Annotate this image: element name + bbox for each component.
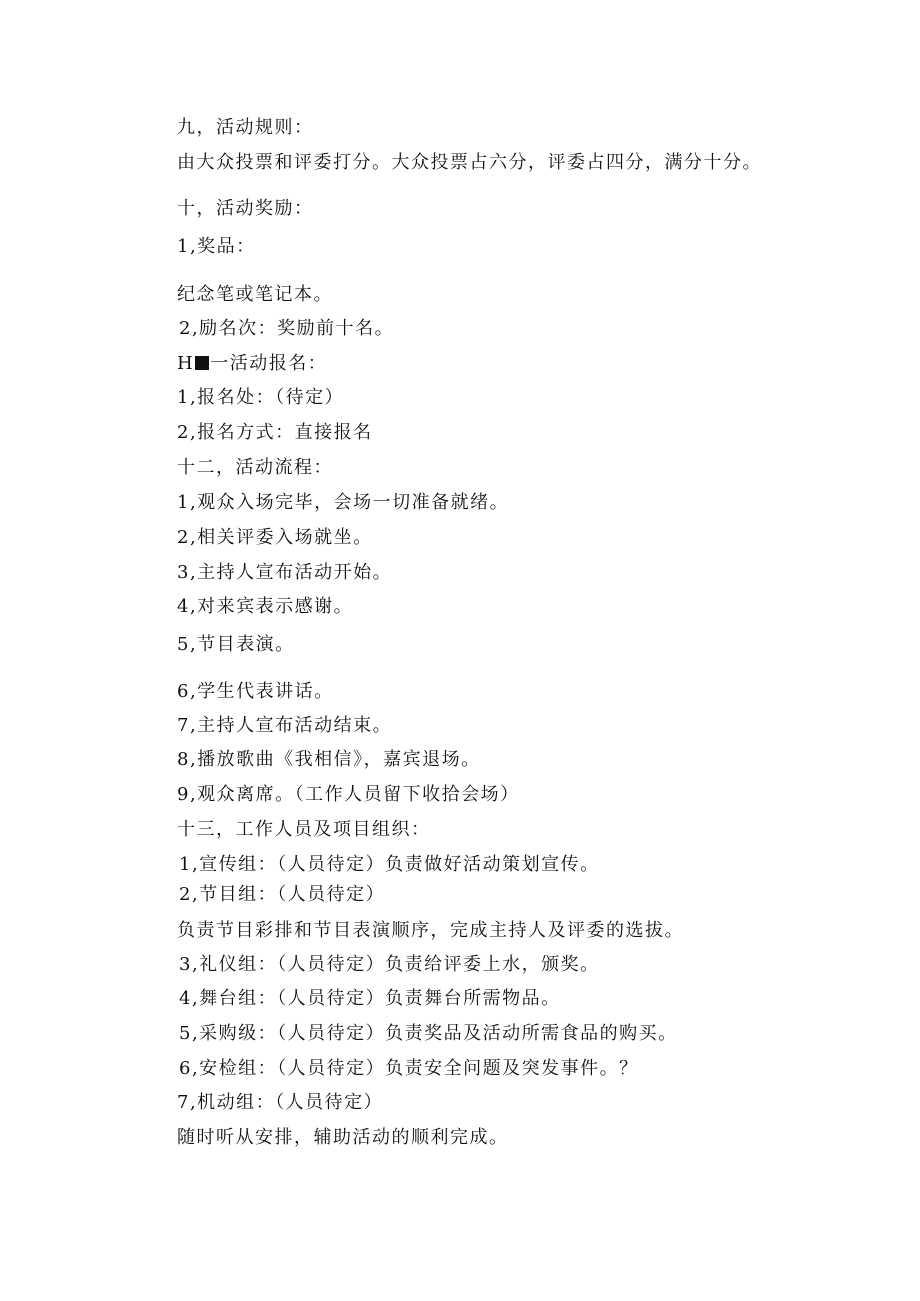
list-item-process-5: 5,节目表演。	[177, 634, 295, 655]
black-square-icon	[195, 356, 209, 370]
paragraph-rules: 由大众投票和评委打分。大众投票占六分，评委占四分，满分十分。	[177, 152, 762, 173]
section-heading-process: 十二，活动流程：	[177, 457, 333, 478]
list-item-staff-purchasing: 5,采购级：（人员待定）负责奖品及活动所需食品的购买。	[179, 1023, 678, 1044]
list-item-staff-publicity: 1,宣传组：（人员待定）负责做好活动策划宣传。	[179, 854, 600, 875]
list-item-process-3: 3,主持人宣布活动开始。	[177, 562, 393, 583]
list-item-prize: 1,奖品：	[177, 236, 256, 257]
list-item-staff-security: 6,安检组：（人员待定）负责安全问题及突发事件。？	[179, 1058, 639, 1079]
list-item-registration-method: 2,报名方式：直接报名	[177, 422, 373, 443]
section-heading-rewards: 十，活动奖励：	[177, 198, 314, 219]
list-item-staff-program: 2,节目组：（人员待定）	[179, 884, 386, 905]
list-item-ranking: 2,励名次：奖励前十名。	[179, 318, 395, 339]
list-item-process-1: 1,观众入场完毕，会场一切准备就绪。	[177, 492, 510, 513]
paragraph-staff-mobile: 随时听从安排，辅助活动的顺利完成。	[177, 1127, 509, 1148]
list-item-process-2: 2,相关评委入场就坐。	[177, 527, 373, 548]
section-heading-registration	[177, 353, 327, 375]
section-heading-rules: 九，活动规则：	[177, 117, 314, 138]
list-item-staff-stage: 4,舞台组：（人员待定）负责舞台所需物品。	[179, 988, 561, 1009]
heading-text: 一活动报名：	[210, 353, 328, 374]
section-heading-staff: 十三，工作人员及项目组织：	[177, 819, 431, 840]
list-item-staff-mobile: 7,机动组：（人员待定）	[177, 1092, 384, 1113]
heading-prefix: H	[177, 353, 195, 374]
list-item-process-6: 6,学生代表讲话。	[177, 681, 334, 702]
list-item-process-8: 8,播放歌曲《我相信》，嘉宾退场。	[177, 749, 481, 770]
list-item-registration-place: 1,报名处：（待定）	[177, 387, 345, 408]
list-item-process-9: 9,观众离席。（工作人员留下收拾会场）	[177, 784, 520, 805]
list-item-staff-etiquette: 3,礼仪组：（人员待定）负责给评委上水，颁奖。	[179, 954, 600, 975]
list-item-process-7: 7,主持人宣布活动结束。	[177, 715, 393, 736]
paragraph-staff-program: 负责节目彩排和节目表演顺序，完成主持人及评委的选拔。	[177, 920, 684, 941]
list-item-process-4: 4,对来宾表示感谢。	[177, 596, 354, 617]
paragraph-prize: 纪念笔或笔记本。	[177, 284, 333, 305]
